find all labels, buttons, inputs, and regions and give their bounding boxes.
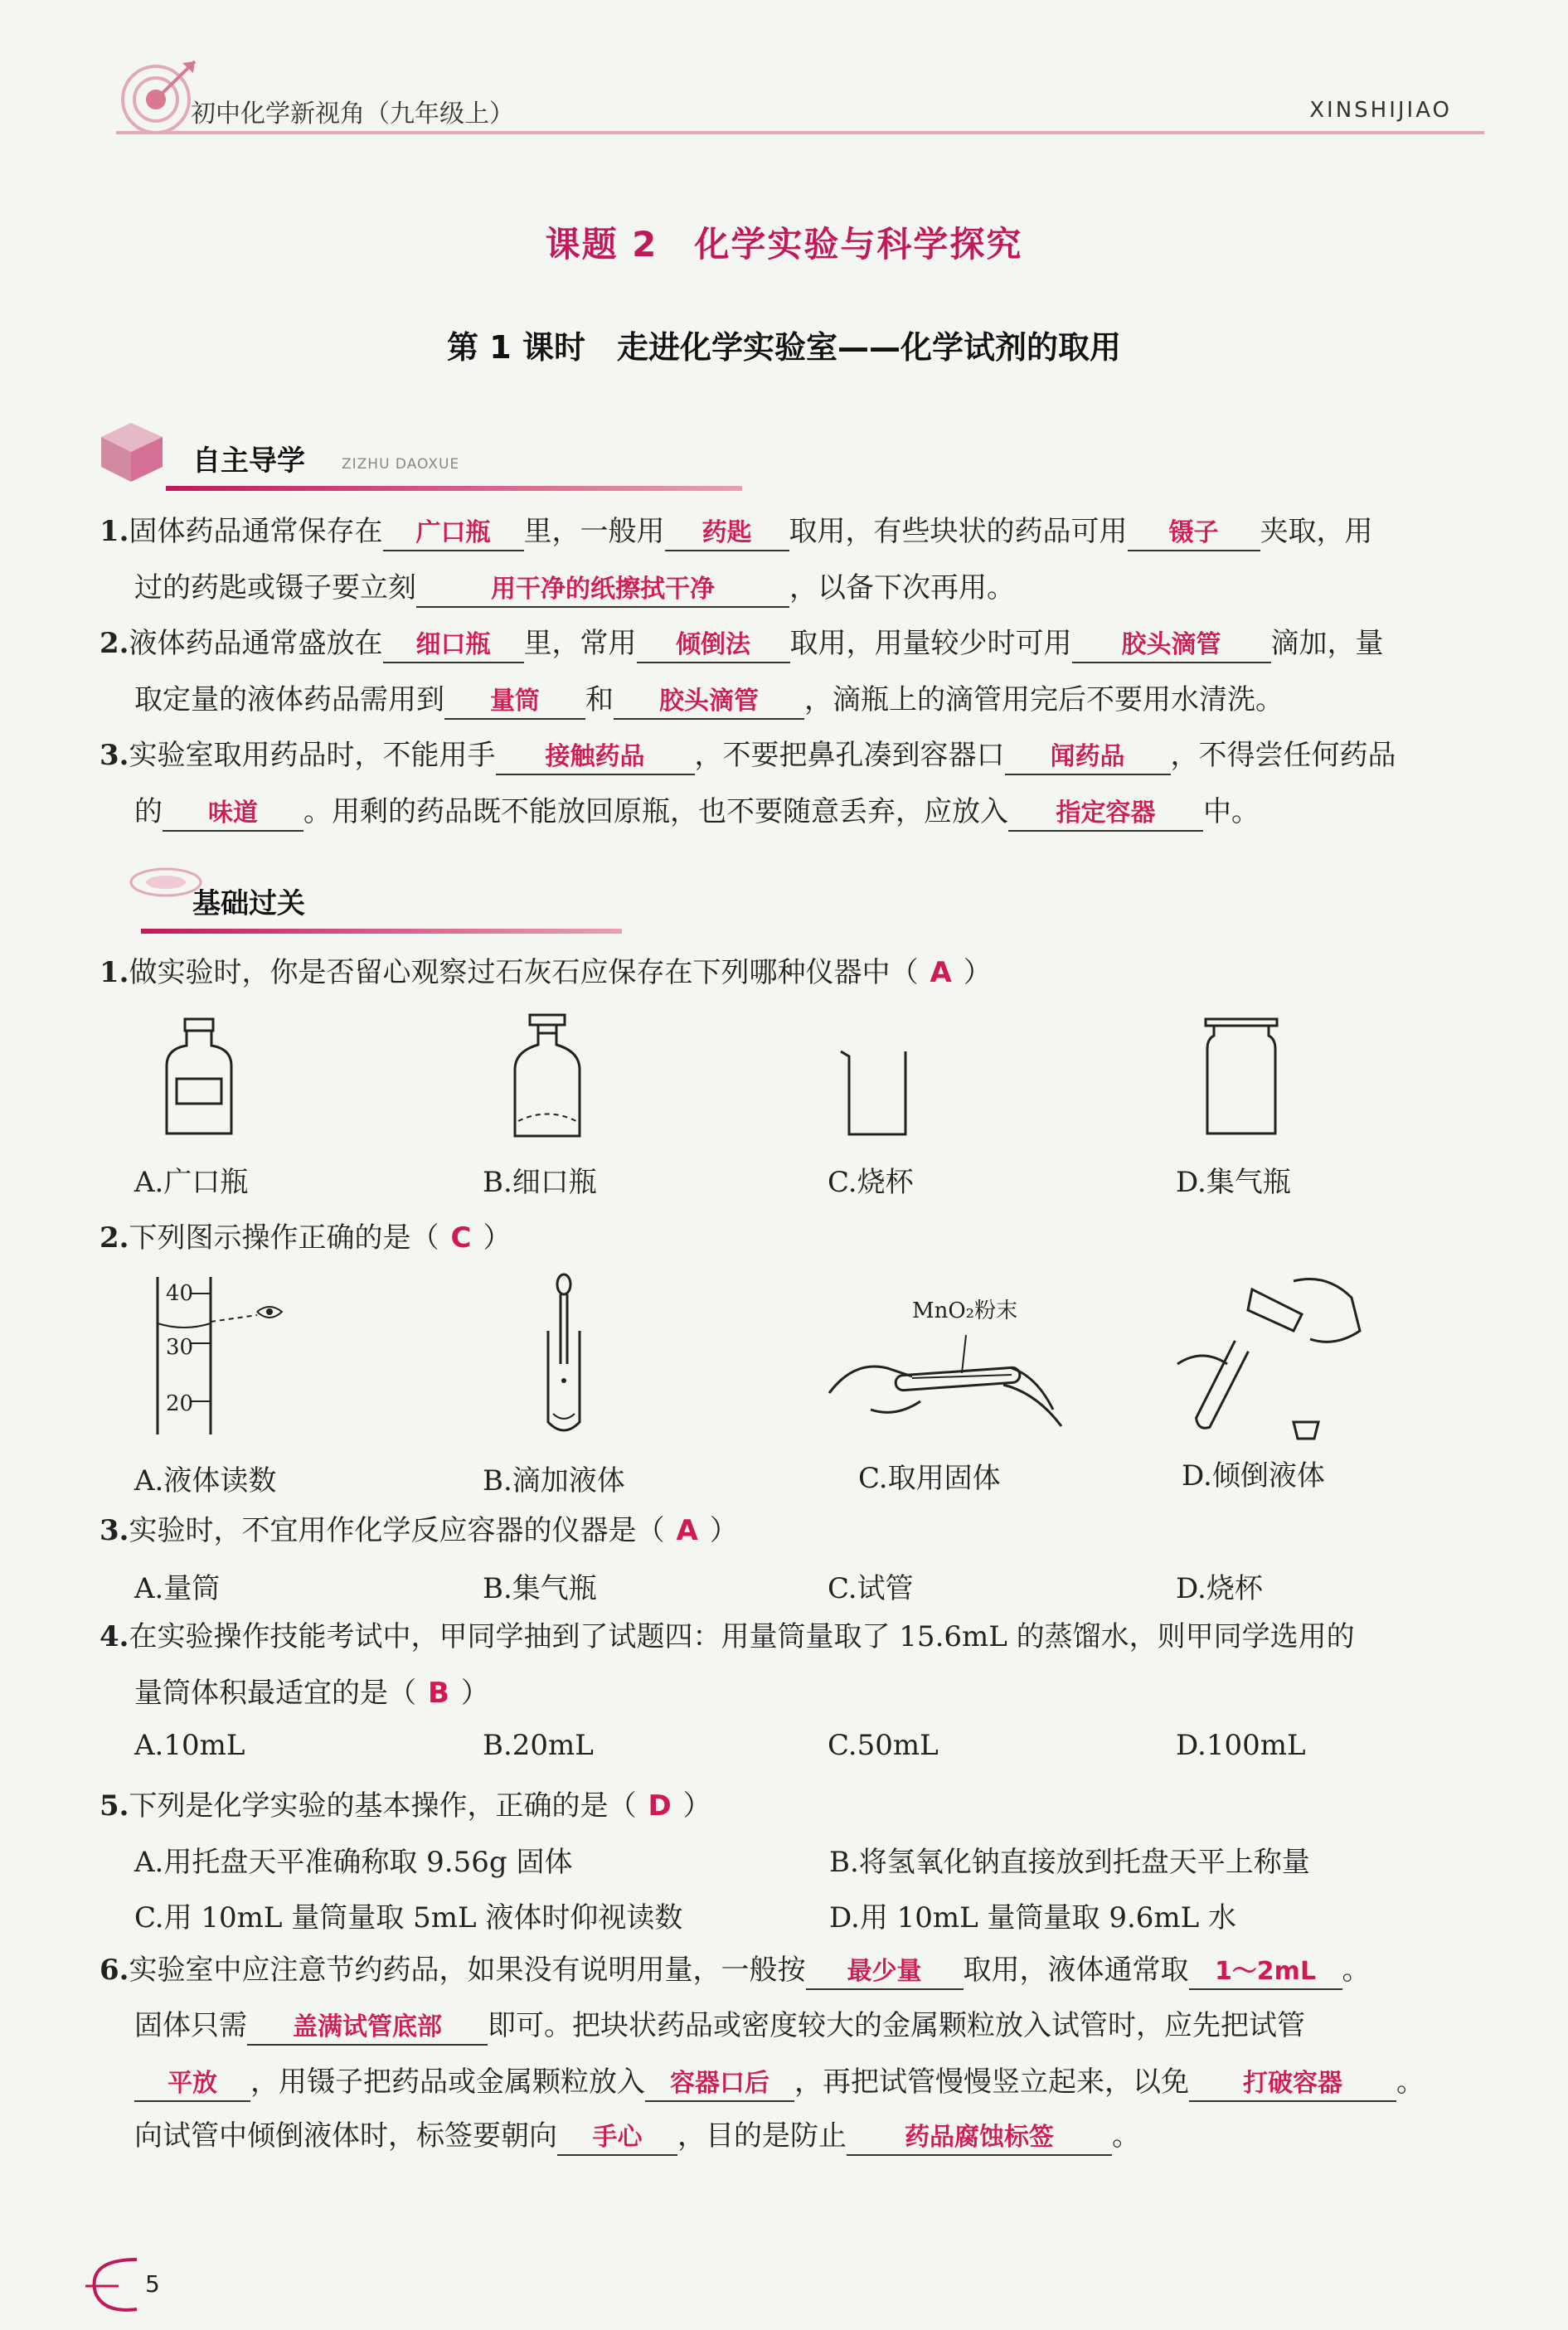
option-c[interactable]: C.烧杯 (828, 1166, 914, 1199)
jichu-q3: 3.实验时，不宜用作化学反应容器的仪器是（ A ） (100, 1514, 738, 1547)
cube-icon (98, 419, 172, 485)
option-a[interactable]: A.用托盘天平准确称取 9.56g 固体 (134, 1846, 573, 1879)
section-en-zizhu: ZIZHU DAOXUE (342, 456, 460, 473)
blank-answer[interactable]: 味道 (163, 797, 303, 832)
option-c[interactable]: C.试管 (828, 1572, 914, 1605)
blank-answer[interactable]: 倾倒法 (637, 629, 790, 663)
blank-answer[interactable]: 广口瓶 (383, 517, 524, 551)
book-title: 初中化学新视角（九年级上） (191, 100, 514, 129)
blank-answer[interactable]: 接触药品 (496, 740, 695, 775)
option-b[interactable]: B.集气瓶 (483, 1572, 597, 1605)
blank-answer[interactable]: 容器口后 (645, 2067, 794, 2102)
blank-answer[interactable]: 用干净的纸擦拭干净 (416, 573, 789, 608)
option-d[interactable]: D.烧杯 (1176, 1572, 1263, 1605)
blank-answer[interactable]: 细口瓶 (383, 629, 524, 663)
blank-answer[interactable]: 胶头滴管 (614, 685, 804, 720)
blank-answer[interactable]: 镊子 (1128, 517, 1260, 551)
option-c[interactable]: C.50mL (828, 1729, 939, 1762)
tick-label-30: 30 (166, 1335, 194, 1360)
answer-choice: B (428, 1677, 449, 1710)
option-b[interactable]: B.滴加液体 (483, 1464, 625, 1498)
page-number: 5 (145, 2270, 160, 2298)
tick-label-40: 40 (166, 1281, 194, 1306)
blank-answer[interactable]: 手心 (557, 2121, 677, 2156)
option-a[interactable]: A.液体读数 (134, 1464, 277, 1498)
page-ornament-icon (79, 2251, 153, 2318)
zizhu-q1-line1: 1.固体药品通常保存在 广口瓶 里，一般用 药匙 取用，有些块状的药品可用 镊子 夹取，用 (100, 512, 1517, 551)
jichu-q1: 1.做实验时，你是否留心观察过石灰石应保存在下列哪种仪器中（ A ） (100, 956, 992, 989)
section-title-jichu: 基础过关 (192, 887, 305, 920)
zizhu-q3-line1: 3.实验室取用药品时，不能用手 接触药品 ，不要把鼻孔凑到容器口 闻药品 ，不得尝任何药品 (100, 736, 1517, 775)
option-c[interactable]: C.取用固体 (858, 1462, 1001, 1495)
narrow-mouth-bottle-icon (510, 1012, 585, 1144)
option-d[interactable]: D.倾倒液体 (1182, 1459, 1325, 1493)
dropper-figure (543, 1273, 585, 1439)
brand-text: XINSHIJIAO (1309, 98, 1452, 123)
jichu-q6-line4: 向试管中倾倒液体时，标签要朝向 手心 ，目的是防止 药品腐蚀标签 。 (134, 2117, 1552, 2156)
blank-answer[interactable]: 胶头滴管 (1072, 629, 1271, 663)
blank-answer[interactable]: 平放 (134, 2067, 250, 2102)
jichu-q5: 5.下列是化学实验的基本操作，正确的是（ D ） (100, 1789, 711, 1823)
wide-mouth-bottle-icon (162, 1016, 236, 1140)
jichu-q4-line2: 量筒体积最适宜的是（ B ） (134, 1677, 489, 1710)
option-c[interactable]: C.用 10mL 量筒量取 5mL 液体时仰视读数 (134, 1901, 683, 1934)
zizhu-q2-line1: 2.液体药品通常盛放在 细口瓶 里，常用 倾倒法 取用，用量较少时可用 胶头滴管 滴加，量 (100, 624, 1517, 663)
section-divider (166, 486, 742, 491)
beaker-icon (837, 1045, 912, 1140)
section-title-zizhu: 自主导学 (192, 444, 305, 478)
blank-answer[interactable]: 闻药品 (1005, 740, 1171, 775)
answer-choice: A (676, 1514, 698, 1547)
jichu-q2: 2.下列图示操作正确的是（ C ） (100, 1221, 512, 1255)
jichu-q6-line2: 固体只需 盖满试管底部 即可。把块状药品或密度较大的金属颗粒放入试管时，应先把试管 (134, 2007, 1552, 2046)
blank-answer[interactable]: 指定容器 (1008, 797, 1203, 832)
blank-answer[interactable]: 药匙 (665, 517, 789, 551)
blank-answer[interactable]: 量筒 (444, 685, 585, 720)
option-b[interactable]: B.细口瓶 (483, 1166, 597, 1199)
blank-answer[interactable]: 最少量 (806, 1955, 964, 1990)
header-divider (116, 131, 1484, 134)
option-a[interactable]: A.广口瓶 (134, 1166, 249, 1199)
option-d[interactable]: D.用 10mL 量筒量取 9.6mL 水 (829, 1901, 1237, 1934)
zizhu-q3-line2: 的 味道 。用剩的药品既不能放回原瓶，也不要随意丢弃，应放入 指定容器 中。 (134, 793, 1552, 832)
zizhu-q1-line2: 过的药匙或镊子要立刻 用干净的纸擦拭干净 ，以备下次再用。 (134, 569, 1552, 608)
jichu-q6-line3: 平放 ，用镊子把药品或金属颗粒放入 容器口后 ，再把试管慢慢竖立起来，以免 打破容器 。 (134, 2063, 1552, 2102)
answer-choice: A (930, 956, 952, 989)
tick-label-20: 20 (166, 1391, 194, 1416)
option-a[interactable]: A.量筒 (134, 1572, 221, 1605)
option-d[interactable]: D.集气瓶 (1176, 1166, 1291, 1199)
gas-jar-icon (1202, 1016, 1281, 1140)
lesson-subtitle: 第 1 课时 走进化学实验室——化学试剂的取用 (447, 329, 1121, 366)
option-b[interactable]: B.将氢氧化钠直接放到托盘天平上称量 (829, 1846, 1310, 1879)
section-divider (141, 929, 622, 934)
option-b[interactable]: B.20mL (483, 1729, 594, 1762)
option-a[interactable]: A.10mL (134, 1729, 245, 1762)
jichu-q6-line1: 6.实验室中应注意节约药品，如果没有说明用量，一般按 最少量 取用，液体通常取 1～2mL 。 (100, 1951, 1517, 1990)
blank-answer[interactable]: 打破容器 (1189, 2067, 1396, 2102)
answer-choice: D (648, 1789, 672, 1823)
pouring-liquid-figure (1169, 1265, 1368, 1447)
blank-answer[interactable]: 盖满试管底部 (247, 2011, 488, 2046)
blank-answer[interactable]: 1～2mL (1189, 1955, 1342, 1990)
blank-answer[interactable]: 药品腐蚀标签 (847, 2121, 1112, 2156)
answer-choice: C (450, 1221, 472, 1255)
zizhu-q2-line2: 取定量的液体药品需用到 量筒 和 胶头滴管 ，滴瓶上的滴管用完后不要用水清洗。 (134, 681, 1552, 720)
jichu-q4-line1: 4.在实验操作技能考试中，甲同学抽到了试题四：用量筒量取了 15.6mL 的蒸馏水，则甲同学选用的 (100, 1620, 1355, 1653)
mno2-powder-label: MnO₂粉末 (912, 1298, 1018, 1323)
lesson-title: 课题 2 化学实验与科学探究 (545, 224, 1023, 265)
option-d[interactable]: D.100mL (1176, 1729, 1306, 1762)
